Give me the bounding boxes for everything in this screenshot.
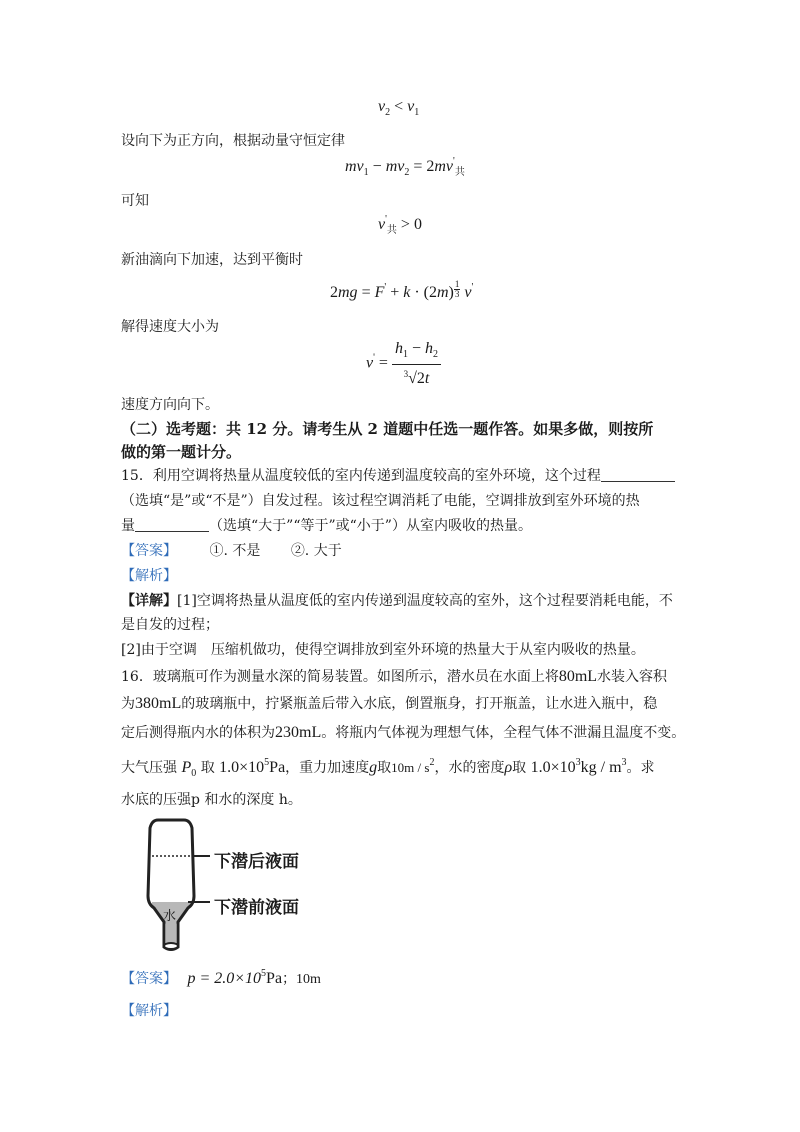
- q16-value-80ml: 80mL: [558, 668, 598, 685]
- q16-text-d3: ，重力加速度: [285, 760, 370, 776]
- q16-text-c-post: 。将瓶内气体视为理想气体，全程气体不泄漏且温度不变。: [321, 725, 686, 741]
- q16-text-d7: 。求: [626, 760, 655, 776]
- question-15-line-2: （选填“是”或“不是”）自发过程。该过程空调消耗了电能，空调排放到室外环境的热: [121, 493, 640, 509]
- q16-value-230ml: 230mL: [275, 724, 322, 741]
- value-g-exp: 2: [429, 757, 435, 768]
- equation-v2-lt-v1: $v_2 < v_1$: [378, 98, 420, 118]
- bottle-diagram: [140, 812, 370, 957]
- equation-momentum: $mv_1 - mv_2 = 2mv'_共$: [345, 156, 465, 178]
- question-16-line-2: [121, 693, 657, 713]
- question-16-line-1: [121, 666, 667, 686]
- equation-v-common-positive: $v'_共 > 0$: [378, 214, 422, 236]
- value-atm-exp: 5: [264, 757, 270, 768]
- analysis-label-16: 【解析】: [121, 1003, 177, 1019]
- value-atm-unit: Pa: [269, 759, 286, 776]
- question-15-text-c-pre: 量: [121, 518, 135, 534]
- bottle-figure: [140, 812, 370, 957]
- q16-value-380ml: 380mL: [135, 695, 182, 712]
- analysis-label-15: 【解析】: [121, 568, 177, 584]
- detail-text-a: [1]空调将热量从温度低的室内传递到温度较高的室外，这个过程要消耗电能，不: [177, 593, 673, 609]
- detail-label: 【详解】: [121, 593, 177, 609]
- symbol-p0: P: [181, 759, 192, 776]
- symbol-rho: ρ: [504, 759, 513, 776]
- text-line-4: 解得速度大小为: [121, 319, 219, 335]
- answer-16-h: 10m: [296, 972, 321, 987]
- value-g: 10m / s: [391, 760, 430, 775]
- question-15-text-a: 15．利用空调将热量从温度较低的室内传递到温度较高的室外环境，这个过程: [121, 468, 601, 484]
- answer-label: 【答案】: [121, 543, 177, 559]
- answer-16-p-exp: 5: [261, 968, 267, 979]
- symbol-g: g: [369, 759, 378, 776]
- q16-text-d6: 取: [512, 760, 527, 776]
- q16-text-c-pre: 定后测得瓶内水的体积为: [121, 725, 275, 741]
- answer-blank-2: [135, 517, 209, 532]
- answer-16: [121, 968, 321, 988]
- value-rho: 1.0×10: [530, 759, 576, 776]
- q16-text-a-post: 水装入容积: [597, 669, 668, 685]
- answer-15-part-1: ①. 不是: [209, 543, 261, 559]
- question-15-line-1: [121, 465, 675, 485]
- question-16-line-4: [121, 757, 655, 779]
- figure-water-label: 水: [163, 909, 177, 924]
- question-15-text-c-post: （选填“大于”“等于”或“小于”）从室内吸收的热量。: [209, 518, 532, 534]
- q16-text-d4: 取: [377, 760, 392, 776]
- question-16-line-5: 水底的压强p 和水的深度 h。: [121, 792, 302, 808]
- text-line-2: 可知: [121, 193, 149, 209]
- value-rho-unit-exp: 3: [621, 757, 627, 768]
- section-heading-line-1: （二）选考题：共 12 分。请考生从 2 道题中任选一题作答。如果多做，则按所: [121, 420, 654, 438]
- symbol-p0-sub: 0: [191, 768, 197, 779]
- section-heading-line-2: 做的第一题计分。: [121, 443, 242, 461]
- text-line-5: 速度方向向下。: [121, 397, 219, 413]
- detail-line-1: [121, 590, 673, 610]
- figure-label-after: 下潜后液面: [214, 852, 299, 871]
- equation-velocity: v' = $\frac{h_1 - h_2}{^3√2t}$: [366, 340, 441, 388]
- equation-balance: 2mg = F' + k · (2m) $\frac{1}{3}$ v': [330, 279, 474, 301]
- answer-15-part-2: ②. 大于: [290, 543, 342, 559]
- question-15-line-3: [121, 515, 532, 535]
- answer-label-16: 【答案】: [121, 971, 177, 987]
- question-16-line-3: [121, 722, 685, 742]
- answer-16-sep: ；: [282, 971, 297, 987]
- q16-text-b-pre: 为: [121, 696, 135, 712]
- detail-line-3: [2]由于空调 压缩机做功，使得空调排放到室外环境的热量大于从室内吸收的热量。: [121, 642, 645, 658]
- q16-text-b-post: 的玻璃瓶中，拧紧瓶盖后带入水底，倒置瓶身，打开瓶盖，让水进入瓶中，稳: [181, 696, 658, 712]
- q16-text-d5: ，水的密度: [434, 760, 505, 776]
- answer-15: [121, 540, 342, 560]
- text-line-3: 新油滴向下加速，达到平衡时: [121, 252, 303, 268]
- value-atm: 1.0×10: [219, 759, 265, 776]
- figure-label-before: 下潜前液面: [214, 898, 299, 917]
- answer-16-p-unit: Pa: [266, 970, 283, 987]
- text-line-1: 设向下为正方向，根据动量守恒定律: [121, 133, 345, 149]
- q16-text-a-pre: 16．玻璃瓶可作为测量水深的简易装置。如图所示，潜水员在水面上将: [121, 669, 559, 685]
- answer-16-p: p = 2.0×10: [187, 970, 262, 987]
- q16-text-d1: 大气压强: [121, 760, 177, 776]
- value-rho-exp: 3: [575, 757, 581, 768]
- detail-line-2: 是自发的过程；: [121, 617, 219, 633]
- value-rho-unit: kg / m: [580, 759, 622, 776]
- answer-blank-1: [601, 467, 675, 482]
- q16-text-d2: 取: [200, 760, 215, 776]
